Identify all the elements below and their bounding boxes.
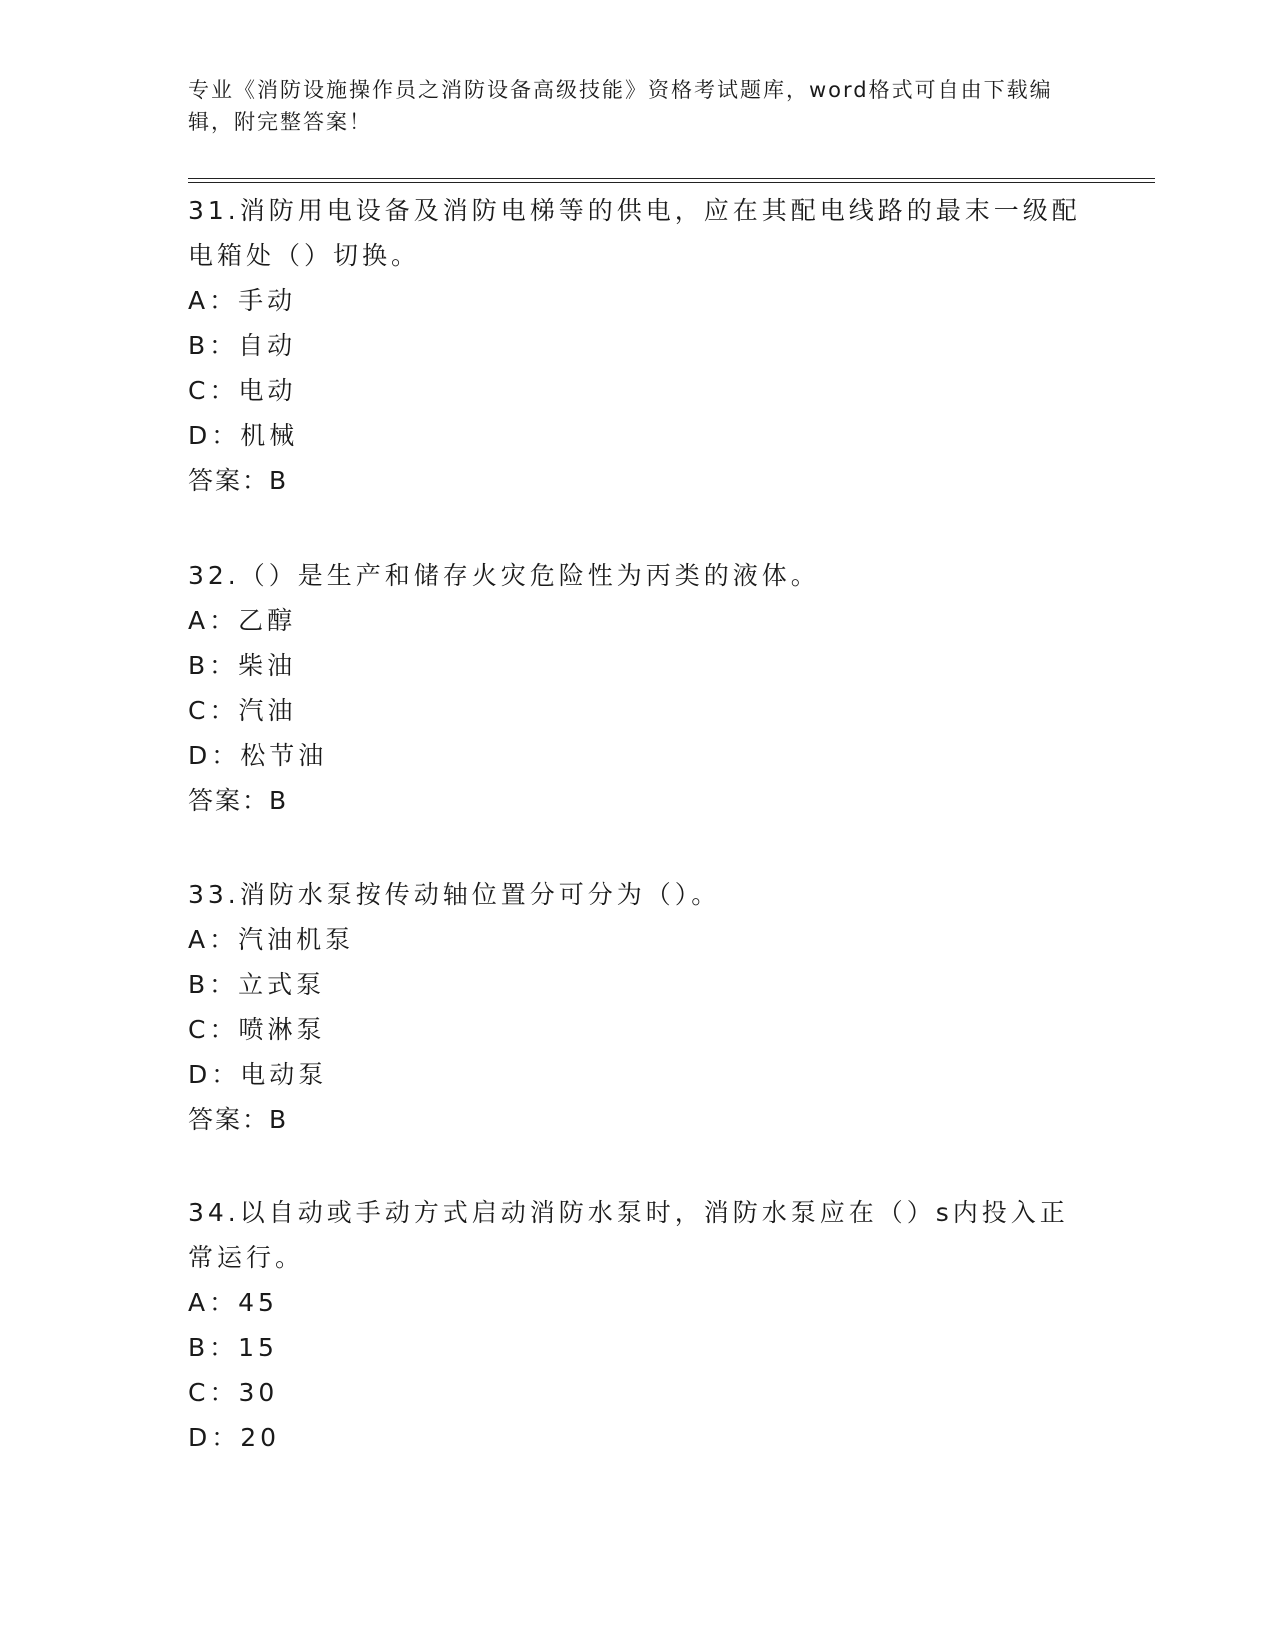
answer-line: 答案：B (188, 466, 289, 495)
option-b: B：立式泵 (188, 970, 326, 999)
question-34 (188, 1190, 1088, 1460)
option-b: B：柴油 (188, 651, 297, 680)
option-c: C：30 (188, 1378, 279, 1407)
option-d: D：松节油 (188, 741, 328, 770)
option-a: A：汽油机泵 (188, 925, 355, 954)
question-stem: 32.（）是生产和储存火灾危险性为丙类的液体。 (188, 561, 820, 590)
answer-line: 答案：B (188, 1105, 289, 1134)
option-a: A：乙醇 (188, 606, 297, 635)
option-b: B：15 (188, 1333, 278, 1362)
question-stem: 31.消防用电设备及消防电梯等的供电，应在其配电线路的最末一级配电箱处（）切换。 (188, 196, 1081, 270)
option-d: D：电动泵 (188, 1060, 328, 1089)
option-a: A：45 (188, 1288, 278, 1317)
option-c: C：喷淋泵 (188, 1015, 326, 1044)
answer-line: 答案：B (188, 786, 289, 815)
question-33 (188, 872, 1088, 1142)
question-stem: 33.消防水泵按传动轴位置分可分为（）。 (188, 880, 721, 909)
option-a: A：手动 (188, 286, 297, 315)
option-d: D：机械 (188, 421, 299, 450)
question-stem: 34.以自动或手动方式启动消防水泵时，消防水泵应在（）s内投入正常运行。 (188, 1198, 1069, 1272)
option-c: C：电动 (188, 376, 297, 405)
header-double-rule (188, 178, 1155, 183)
option-d: D：20 (188, 1423, 281, 1452)
question-32 (188, 553, 1088, 823)
option-b: B：自动 (188, 331, 297, 360)
option-c: C：汽油 (188, 696, 297, 725)
question-31 (188, 188, 1088, 503)
document-header-note: 专业《消防设施操作员之消防设备高级技能》资格考试题库，word格式可自由下载编辑，附完整答案！ (188, 78, 1053, 134)
